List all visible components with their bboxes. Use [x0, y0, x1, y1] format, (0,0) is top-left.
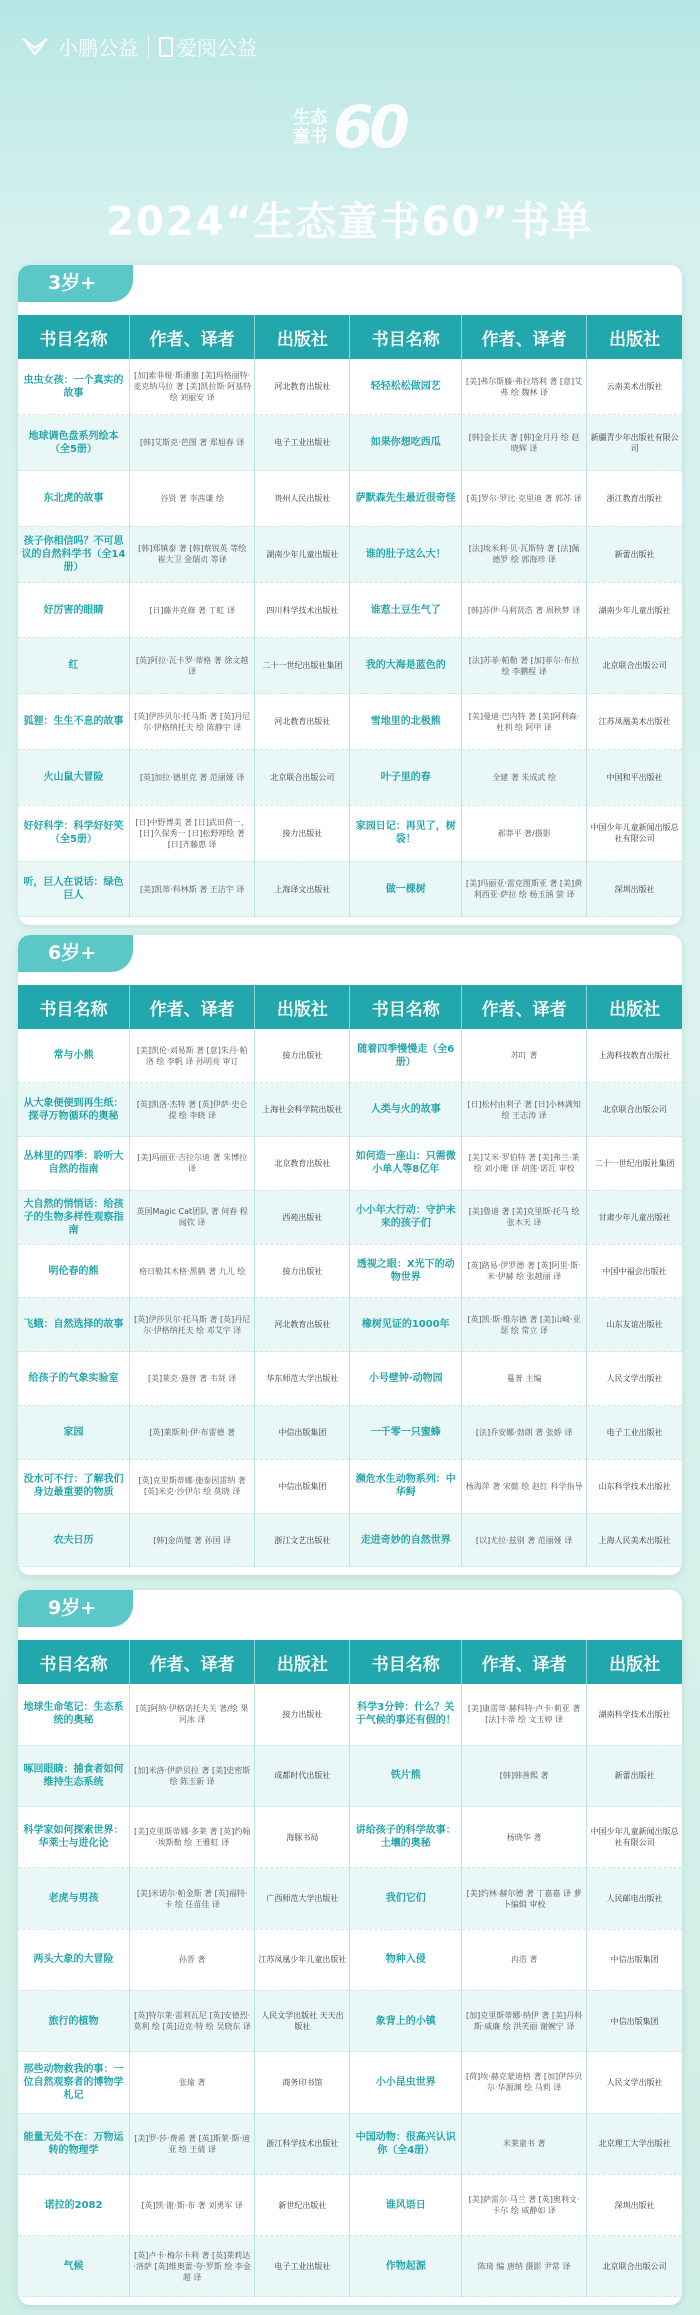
- table-row: [18, 582, 682, 638]
- book-author: [韩]艾斯克·芭图 著 郑旭春 译: [130, 415, 255, 471]
- book-publisher: 北京联合出版公司: [587, 638, 682, 694]
- book-publisher: 西苑出版社: [255, 1190, 350, 1244]
- book-title: 象背上的小镇: [350, 1990, 462, 2051]
- book-title: 小号壁钟·动物园: [350, 1352, 462, 1406]
- booklist-table: [18, 985, 682, 1567]
- book-title: 气候: [18, 2236, 130, 2297]
- column-header: 书目名称: [350, 985, 462, 1029]
- book-publisher: 浙江科学技术出版社: [255, 2113, 350, 2174]
- book-title: 好厉害的眼睛: [18, 582, 130, 638]
- book-author: [英]加拉·德里克 著 范丽娅 译: [130, 750, 255, 806]
- book-publisher: 接力出版社: [255, 1244, 350, 1298]
- book-author: [美]米诺尔·帕金斯 著 [英]福特·卡 绘 任苗佳 译: [130, 1868, 255, 1929]
- table-row: [18, 861, 682, 917]
- booklist-section: [18, 1590, 682, 2305]
- book-title: 谁的肚子这么大！: [350, 526, 462, 582]
- emblem-logo: [285, 95, 415, 165]
- table-row: [18, 805, 682, 861]
- book-author: [美]弗尔斯藤·弗拉塔利 著 [意]艾弗 绘 魏林 译: [462, 359, 587, 415]
- book-author: [韩]苏伊·马利贤浩 著 周秋梦 译: [462, 582, 587, 638]
- book-title: 作物起源: [350, 2236, 462, 2297]
- table-row: [18, 1244, 682, 1298]
- book-title: 科学家如何探索世界：华莱士与进化论: [18, 1807, 130, 1868]
- book-author: [韩]金长庆 著 [韩]金月丹 绘 赵晓辉 译: [462, 415, 587, 471]
- book-publisher: 中信出版集团: [255, 1406, 350, 1460]
- book-title: 铁片熊: [350, 1745, 462, 1806]
- book-author: [以]尤拉·兹别 著 范丽娅 译: [462, 1513, 587, 1567]
- book-title: 狐狸：生生不息的故事: [18, 694, 130, 750]
- book-title: 物种入侵: [350, 1929, 462, 1990]
- book-title: 听，巨人在说话：绿色巨人: [18, 861, 130, 917]
- book-author: [加]米洛·伊萨贝拉 著 [美]史密斯 绘 陈玉新 译: [130, 1745, 255, 1806]
- book-publisher: 商务印书馆: [255, 2052, 350, 2113]
- book-publisher: 电子工业出版社: [255, 2236, 350, 2297]
- book-author: [英]卢卡·梅尔卡利 著 [英]莱莉达·洛萨 [英]维奥蕾·夸·罗斯 绘 李金超 译: [130, 2236, 255, 2297]
- book-author: [美]玛丽亚·雷克图斯亚 著 [美]黄利西亚·萨拉 绘 杨玉涵 萤 译: [462, 861, 587, 917]
- book-publisher: 上海社会科学院出版社: [255, 1083, 350, 1137]
- column-header: 出版社: [587, 1640, 682, 1684]
- book-title: 家园: [18, 1406, 130, 1460]
- book-publisher: 上海科技教育出版社: [587, 1029, 682, 1083]
- table-row: [18, 1990, 682, 2051]
- book-title: 老虎与男孩: [18, 1868, 130, 1929]
- book-title: 谁风语日: [350, 2174, 462, 2235]
- book-author: [美]鲁迪 著 [美]克里斯·托马 绘 张木天 译: [462, 1190, 587, 1244]
- book-publisher: 接力出版社: [255, 1684, 350, 1745]
- book-publisher: 二十一世纪出版社集团: [255, 638, 350, 694]
- book-title: 橡树见证的1000年: [350, 1298, 462, 1352]
- book-title: 我的大海是蓝色的: [350, 638, 462, 694]
- book-title: 地球生命笔记：生态系统的奥秘: [18, 1684, 130, 1745]
- book-publisher: 新疆青少年出版社有限公司: [587, 415, 682, 471]
- book-author: [英]路易·伊罗德 著 [英]阿里·斯·米·伊赫 绘 张越丽 译: [462, 1244, 587, 1298]
- xpeng-logo-icon: [22, 37, 48, 57]
- book-author: [美]玛丽亚·吉拉尔迪 著 朱博拉 译: [130, 1137, 255, 1191]
- book-author: 冉浩 著: [462, 1929, 587, 1990]
- book-author: [法]乔安娜·勃朗 著 张娇 译: [462, 1406, 587, 1460]
- book-publisher: 电子工业出版社: [255, 415, 350, 471]
- book-author: [英]凯·谢·斯·布 著 刘勇军 译: [130, 2174, 255, 2235]
- book-title: 叶子里的春: [350, 750, 462, 806]
- book-title: 旅行的植物: [18, 1990, 130, 2051]
- book-title: 明伦春的熊: [18, 1244, 130, 1298]
- book-publisher: 中国少年儿童新闻出版总社有限公司: [587, 805, 682, 861]
- book-publisher: 河北教育出版社: [255, 1298, 350, 1352]
- column-header: 作者、译者: [130, 315, 255, 359]
- book-title: 没水可不行：了解我们身边最重要的物质: [18, 1459, 130, 1513]
- booklist-table: [18, 1640, 682, 2297]
- book-title: 透视之眼：X光下的动物世界: [350, 1244, 462, 1298]
- book-title: 濒危水生动物系列：中华鲟: [350, 1459, 462, 1513]
- book-publisher: 新蕾出版社: [587, 526, 682, 582]
- book-author: [加]索菲娅·斯潘塞 [美]玛格丽特·麦克纳马拉 著 [美]凯拉斯·阿基特 绘 刘丽安 译: [130, 359, 255, 415]
- book-publisher: 河北教育出版社: [255, 359, 350, 415]
- book-author: [日]中野博美 著 [日]武田荷一、[日]久保秀一 [日]松野理绘 著 [日]齐藤惠 译: [130, 805, 255, 861]
- book-publisher: 浙江教育出版社: [587, 471, 682, 527]
- book-author: 张瑜 著: [130, 2052, 255, 2113]
- book-author: [美]约林·赫尔德 著 丁嘉嘉 译 萝卜编辑 审校: [462, 1868, 587, 1929]
- page-title: 2024“生态童书60”书单: [106, 199, 594, 245]
- book-author: 孙晋 著: [130, 1929, 255, 1990]
- table-row: [18, 1807, 682, 1868]
- table-row: [18, 694, 682, 750]
- book-title: 丛林里的四季：聆听大自然的指南: [18, 1137, 130, 1191]
- book-publisher: 海豚书局: [255, 1807, 350, 1868]
- book-publisher: 湖南少年儿童出版社: [587, 582, 682, 638]
- age-tab: 9岁+: [18, 1590, 133, 1627]
- brand-name: 小鹏公益: [58, 36, 138, 60]
- table-row: [18, 2236, 682, 2297]
- table-row: [18, 1029, 682, 1083]
- table-row: [18, 415, 682, 471]
- book-author: [美]康雷蒂·赫科特·卢卡·莉亚 著 [法]卡蒂 绘 文玉婷 译: [462, 1684, 587, 1745]
- table-row: [18, 1298, 682, 1352]
- book-author: 苏叮 著: [462, 1029, 587, 1083]
- column-header: 作者、译者: [462, 315, 587, 359]
- book-publisher: 中信出版集团: [255, 1459, 350, 1513]
- column-header: 作者、译者: [130, 985, 255, 1029]
- book-title: 雪地里的北极熊: [350, 694, 462, 750]
- book-title: 科学3分钟：什么？关于气候的事还有假的！: [350, 1684, 462, 1745]
- book-title: 地球调色盘系列绘本（全5册）: [18, 415, 130, 471]
- book-publisher: 湖南科学技术出版社: [587, 1684, 682, 1745]
- emblem-number: 60: [333, 93, 406, 161]
- table-row: [18, 1352, 682, 1406]
- column-header: 出版社: [255, 1640, 350, 1684]
- booklist-section: [18, 265, 682, 925]
- book-author: [英]罗尔·罗比·克里迪 著 郭苏 译: [462, 471, 587, 527]
- book-publisher: 人民文学出版社 天天出版社: [255, 1990, 350, 2051]
- book-title: 火山鼠大冒险: [18, 750, 130, 806]
- table-row: [18, 1137, 682, 1191]
- book-author: [加]克里斯蒂娜·纳伊 著 [美]丹科斯·威廉 绘 洪芙丽 谢婉宁 译: [462, 1990, 587, 2051]
- book-title: 小小昆虫世界: [350, 2052, 462, 2113]
- book-title: 好好科学：科学好好笑（全5册）: [18, 805, 130, 861]
- book-title: 走进奇妙的自然世界: [350, 1513, 462, 1567]
- column-header: 出版社: [255, 985, 350, 1029]
- book-publisher: 电子工业出版社: [587, 1406, 682, 1460]
- table-row: [18, 1190, 682, 1244]
- book-title: 人类与火的故事: [350, 1083, 462, 1137]
- book-author: [日]松村由利子 著 [日]小林满知 绘 王志涛 译: [462, 1083, 587, 1137]
- table-row: [18, 1868, 682, 1929]
- book-title: 东北虎的故事: [18, 471, 130, 527]
- book-author: [美]凯蒂·科林斯 著 王洁宇 译: [130, 861, 255, 917]
- book-publisher: 中国中福会出版社: [587, 1244, 682, 1298]
- table-row: [18, 526, 682, 582]
- book-author: [美]克里斯蒂娜·多莱 著 [英]约翰·埃斯勒 绘 王雅虹 译: [130, 1807, 255, 1868]
- column-header: 作者、译者: [130, 1640, 255, 1684]
- book-title: 中国动物：很高兴认识你（全4册）: [350, 2113, 462, 2174]
- booklist-table: [18, 315, 682, 917]
- book-publisher: 深圳出版社: [587, 2174, 682, 2235]
- book-title: 随着四季慢慢走（全6册）: [350, 1029, 462, 1083]
- column-header: 出版社: [587, 985, 682, 1029]
- column-header: 作者、译者: [462, 985, 587, 1029]
- column-header: 出版社: [587, 315, 682, 359]
- book-author: [法]苏菲·帕勒 著 [加]菲尔·布拉 绘 李鹏程 译: [462, 638, 587, 694]
- age-tab: 3岁+: [18, 265, 133, 302]
- book-title: 小小年大行动：守护未来的孩子们: [350, 1190, 462, 1244]
- table-row: [18, 1929, 682, 1990]
- book-author: [英]伊莎贝尔·托马斯 著 [英]丹尼尔·伊格纳托夫 绘 陈静宇 译: [130, 694, 255, 750]
- emblem-text: 生态童书: [293, 108, 327, 147]
- book-title: 农夫日历: [18, 1513, 130, 1567]
- book-title: 轻轻松松做园艺: [350, 359, 462, 415]
- book-title: 飞蛾：自然选择的故事: [18, 1298, 130, 1352]
- column-header: 书目名称: [18, 985, 130, 1029]
- book-publisher: 上海人民美术出版社: [587, 1513, 682, 1567]
- book-publisher: 中国少年儿童新闻出版总社有限公司: [587, 1807, 682, 1868]
- table-row: [18, 638, 682, 694]
- book-author: [美]罗·莎·费希 著 [英]斯莱·斯·迪亚 绘 王倩 译: [130, 2113, 255, 2174]
- book-author: [美]曼迪·巴内特 著 [美]阿利森·杜利 绘 阿甲 译: [462, 694, 587, 750]
- book-author: [英]克里斯蒂娜·施泰因雷纳 著 [英]米克·沙伊尔 绘 莫晓 译: [130, 1459, 255, 1513]
- book-title: 孩子你相信吗？不可思议的自然科学书（全14册）: [18, 526, 130, 582]
- book-author: 杨海萍 著 宋懿 绘 赵红 科学指导: [462, 1459, 587, 1513]
- book-title: 家园日记：再见了，树袋！: [350, 805, 462, 861]
- column-header: 书目名称: [18, 315, 130, 359]
- book-author: [英]伊莎贝尔·托马斯 著 [英]丹尼尔·伊格纳托夫 绘 邓艾宇 译: [130, 1298, 255, 1352]
- book-publisher: 北京联合出版公司: [587, 1083, 682, 1137]
- book-author: [英]凯·斯·维尔德 著 [美]山崎·亚瑟 绘 常立 译: [462, 1298, 587, 1352]
- book-author: [英]特尔莱·雷利瓦尼 [英]安德烈·莫利 绘 [英]迈克·特 绘 吴晓东 译: [130, 1990, 255, 2051]
- book-publisher: 人民文学出版社: [587, 2052, 682, 2113]
- book-title: 两头大象的大冒险: [18, 1929, 130, 1990]
- book-publisher: 广西师范大学出版社: [255, 1868, 350, 1929]
- book-author: [美]凯伦·刘易斯 著 [意]朱丹·帕洛 绘 李帆 译 孙明亮 审订: [130, 1029, 255, 1083]
- book-publisher: 江苏凤凰美术出版社: [587, 694, 682, 750]
- book-publisher: 接力出版社: [255, 1029, 350, 1083]
- book-title: 萨默森先生最近很奇怪: [350, 471, 462, 527]
- book-title: 我们它们: [350, 1868, 462, 1929]
- table-row: [18, 2174, 682, 2235]
- book-publisher: 山东科学技术出版社: [587, 1459, 682, 1513]
- book-author: [韩]郑镇泰 著 [韩]蔡锐英 等绘 崔大卫 金瑞贞 等译: [130, 526, 255, 582]
- book-publisher: 河北教育出版社: [255, 694, 350, 750]
- booklist-section: [18, 935, 682, 1575]
- book-author: 郝莽平 著/摄影: [462, 805, 587, 861]
- book-publisher: 新世纪出版社: [255, 2174, 350, 2235]
- book-author: [英]阿纳·伊格诺托夫关 著/绘 果河冰 译: [130, 1684, 255, 1745]
- book-author: [美]艾米·罗伯特 著 [美]弗兰·莱 绘 刘小珊 译 胡莲·诺瓦 审校: [462, 1137, 587, 1191]
- book-title: 如果你想吃西瓜: [350, 415, 462, 471]
- table-row: [18, 1083, 682, 1137]
- book-author: [美]莱克·施普 著 韦贤 译: [130, 1352, 255, 1406]
- book-author: [英]阿拉·瓦卡罗·蒂格 著 徐文越 译: [130, 638, 255, 694]
- book-title: 谁惹土豆生气了: [350, 582, 462, 638]
- book-author: [荷]埃·赫克蒙迪格 著 [加]伊莎贝尔·华源渊 绘 马莉 译: [462, 2052, 587, 2113]
- table-row: [18, 1459, 682, 1513]
- book-title: 那些动物救我的事：一位自然观察者的博物学札记: [18, 2052, 130, 2113]
- book-author: 谷贤 著 李茜谦 绘: [130, 471, 255, 527]
- table-row: [18, 1513, 682, 1567]
- divider: [148, 36, 149, 58]
- partner-name: 爱阅公益: [177, 36, 257, 60]
- book-logo-icon: [159, 37, 173, 57]
- column-header: 出版社: [255, 315, 350, 359]
- table-row: [18, 2052, 682, 2113]
- table-row: [18, 2113, 682, 2174]
- book-publisher: 二十一世纪出版社集团: [587, 1137, 682, 1191]
- book-author: [韩]金尚燮 著 孙国 译: [130, 1513, 255, 1567]
- book-author: 杨晓华 著: [462, 1807, 587, 1868]
- brand-bar: [22, 32, 257, 61]
- book-author: [英]凯洛·杰特 著 [英]伊萨·史仑提 绘 李晓 译: [130, 1083, 255, 1137]
- book-author: [日]藤井克修 著 丁虹 译: [130, 582, 255, 638]
- column-header: 作者、译者: [462, 1640, 587, 1684]
- book-title: 诺拉的2082: [18, 2174, 130, 2235]
- book-title: 能量无处不在：万物运转的物理学: [18, 2113, 130, 2174]
- book-publisher: 深圳出版社: [587, 861, 682, 917]
- book-author: [韩]韩善熙 著: [462, 1745, 587, 1806]
- book-publisher: 接力出版社: [255, 805, 350, 861]
- book-publisher: 四川科学技术出版社: [255, 582, 350, 638]
- table-row: [18, 750, 682, 806]
- book-publisher: 人民文学出版社: [587, 1352, 682, 1406]
- book-title: 啄回眼睛：捕食者如何维持生态系统: [18, 1745, 130, 1806]
- column-header: 书目名称: [18, 1640, 130, 1684]
- book-title: 讲给孩子的科学故事：土壤的奥秘: [350, 1807, 462, 1868]
- book-publisher: 中国和平出版社: [587, 750, 682, 806]
- book-publisher: 中信出版集团: [587, 1929, 682, 1990]
- book-title: 如何造一座山：只需微小单人等8亿年: [350, 1137, 462, 1191]
- book-publisher: 北京教育出版社: [255, 1137, 350, 1191]
- table-row: [18, 471, 682, 527]
- book-title: 虫虫女孩：一个真实的故事: [18, 359, 130, 415]
- table-row: [18, 1684, 682, 1745]
- book-author: 蔓菁 主编: [462, 1352, 587, 1406]
- book-publisher: 新蕾出版社: [587, 1745, 682, 1806]
- book-author: 陈琦 编 唐纳 摄影 尹常 译: [462, 2236, 587, 2297]
- book-title: 从大象便便到再生纸：探寻万物循环的奥秘: [18, 1083, 130, 1137]
- book-publisher: 云南美术出版社: [587, 359, 682, 415]
- book-publisher: 北京理工大学出版社: [587, 2113, 682, 2174]
- book-publisher: 北京联合出版公司: [255, 750, 350, 806]
- book-author: 英国Magic Cat团队 著 何春 程闻钦 译: [130, 1190, 255, 1244]
- age-tab: 6岁+: [18, 935, 133, 972]
- book-publisher: 甘肃少年儿童出版社: [587, 1190, 682, 1244]
- book-author: 全建 著 朱成武 绘: [462, 750, 587, 806]
- book-title: 红: [18, 638, 130, 694]
- book-publisher: 山东友谊出版社: [587, 1298, 682, 1352]
- book-title: 一千零一只蜜蜂: [350, 1406, 462, 1460]
- book-author: [英]莱斯利·伊·布雷德 著: [130, 1406, 255, 1460]
- column-header: 书目名称: [350, 315, 462, 359]
- book-author: 格日勒其木格·黑鹤 著 九儿 绘: [130, 1244, 255, 1298]
- book-publisher: 中信出版集团: [587, 1990, 682, 2051]
- table-row: [18, 1745, 682, 1806]
- table-row: [18, 1406, 682, 1460]
- book-publisher: 浙江文艺出版社: [255, 1513, 350, 1567]
- book-title: 给孩子的气象实验室: [18, 1352, 130, 1406]
- book-publisher: 成都时代出版社: [255, 1745, 350, 1806]
- book-publisher: 上海译文出版社: [255, 861, 350, 917]
- book-author: [法]埃米利·贝·瓦斯特 著 [法]佩德罗 绘 郭海珍 译: [462, 526, 587, 582]
- column-header: 书目名称: [350, 1640, 462, 1684]
- book-title: 做一棵树: [350, 861, 462, 917]
- book-author: [美]萨雷尔·马兰 著 [英]奥利文·卡尔 绘 威静如 译: [462, 2174, 587, 2235]
- book-publisher: 江苏凤凰少年儿童出版社: [255, 1929, 350, 1990]
- book-publisher: 人民邮电出版社: [587, 1868, 682, 1929]
- book-author: 米莱童书 著: [462, 2113, 587, 2174]
- book-publisher: 湖南少年儿童出版社: [255, 526, 350, 582]
- book-publisher: 华东师范大学出版社: [255, 1352, 350, 1406]
- book-publisher: 贵州人民出版社: [255, 471, 350, 527]
- book-title: 常与小熊: [18, 1029, 130, 1083]
- table-row: [18, 359, 682, 415]
- book-publisher: 北京联合出版公司: [587, 2236, 682, 2297]
- book-title: 大自然的悄悄话：给孩子的生物多样性观察指南: [18, 1190, 130, 1244]
